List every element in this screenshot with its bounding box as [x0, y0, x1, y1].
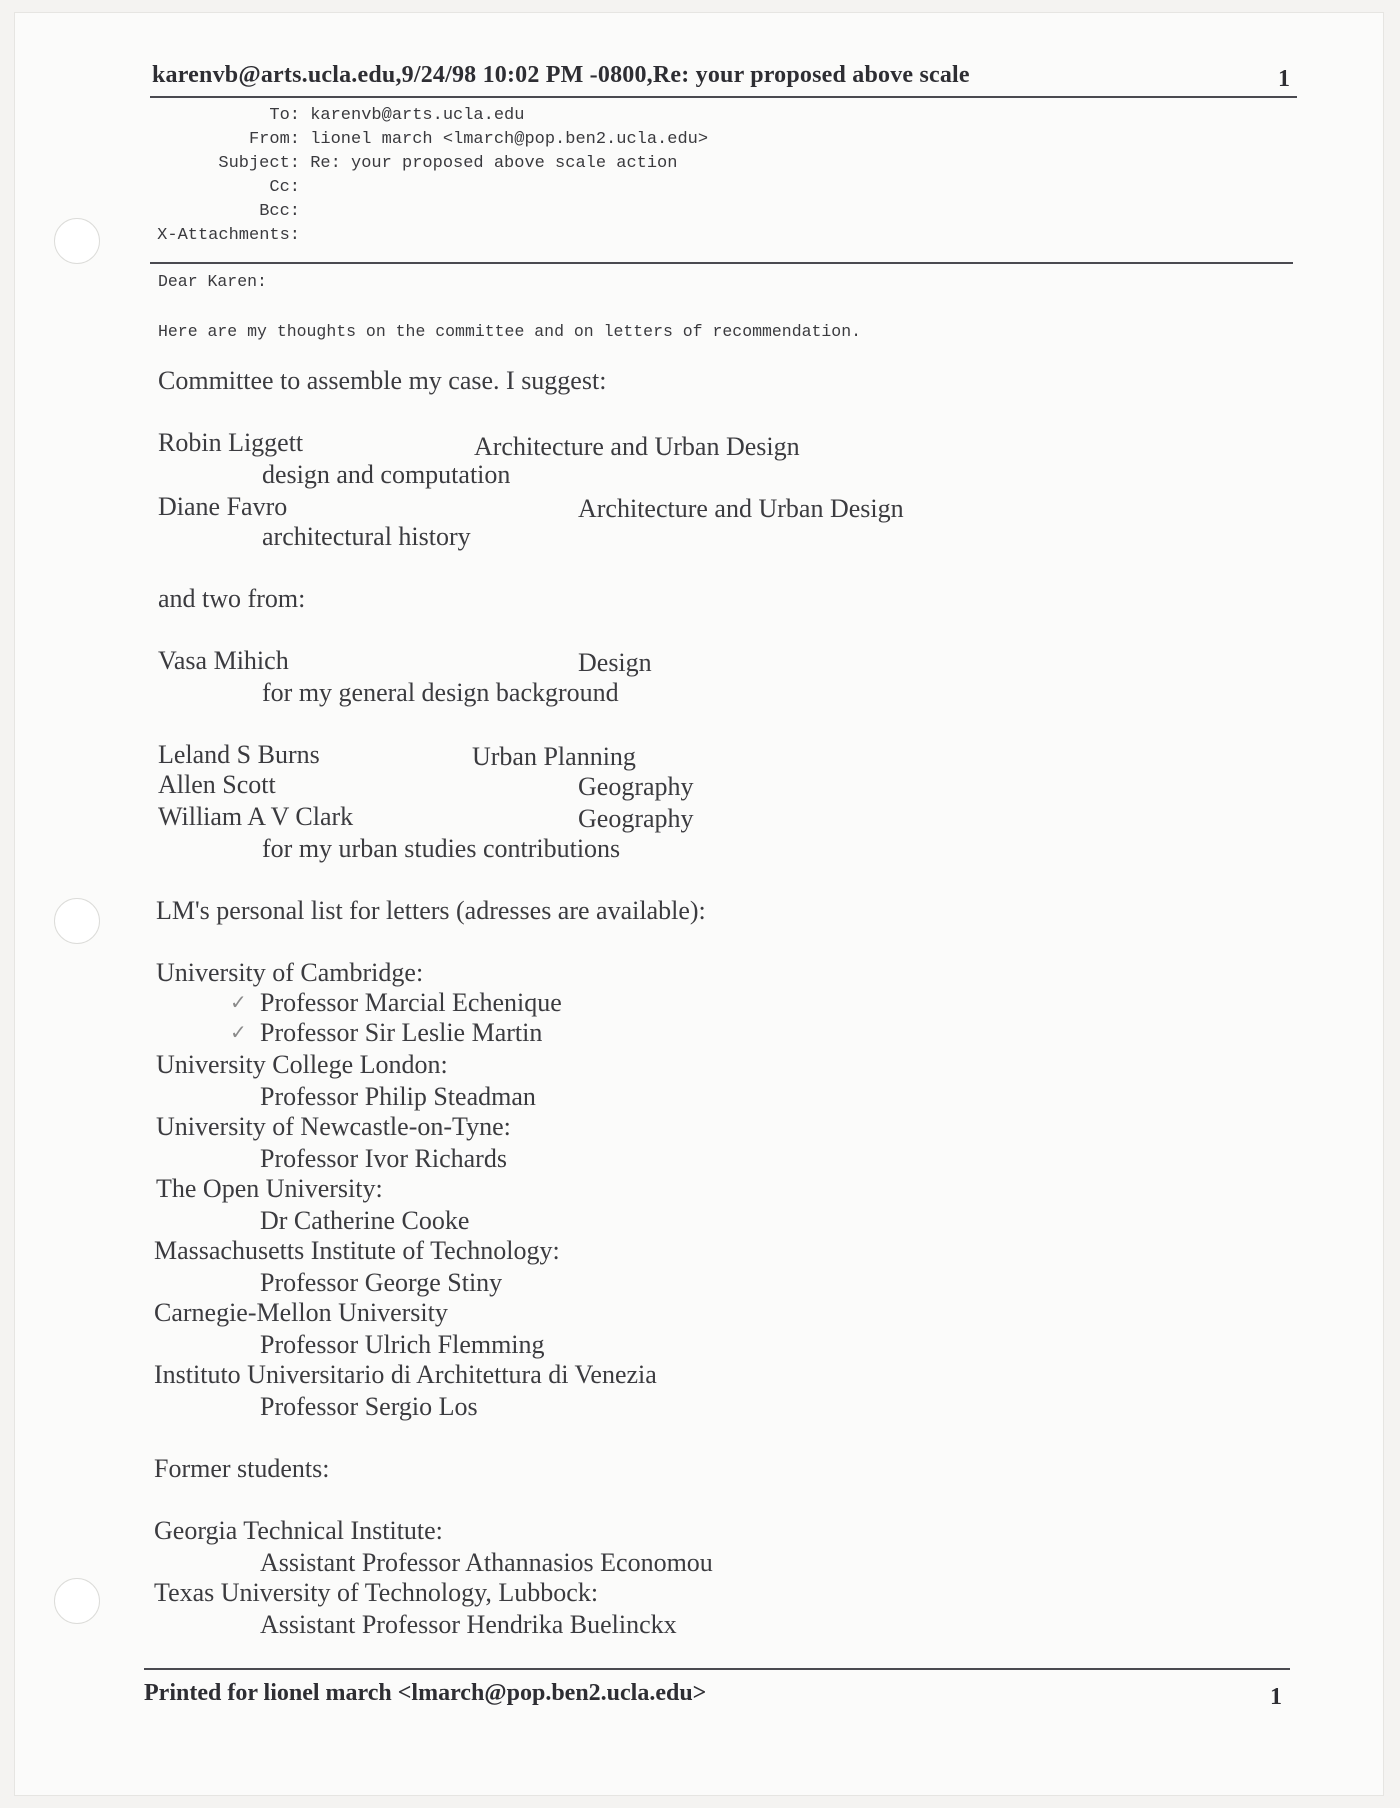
committee-member-dept: Architecture and Urban Design — [578, 494, 904, 523]
field-label: Subject: — [218, 154, 300, 173]
institution-name: Carnegie-Mellon University — [154, 1298, 448, 1327]
institution-name: Texas University of Technology, Lubbock: — [154, 1578, 599, 1607]
punch-hole — [54, 1578, 100, 1624]
committee-member-name: Leland S Burns — [158, 740, 320, 769]
institution-name: Georgia Technical Institute: — [154, 1516, 443, 1545]
field-label: To: — [269, 106, 300, 125]
field-label: From: — [248, 130, 300, 149]
recommender-name: Professor Ivor Richards — [260, 1144, 507, 1173]
field-label: Bcc: — [259, 202, 300, 221]
field-to — [150, 104, 708, 128]
committee-member-name: Vasa Mihich — [158, 646, 289, 675]
field-value: karenvb@arts.ucla.edu — [310, 106, 525, 125]
institution-name: Instituto Universitario di Architettura di Venezia — [154, 1360, 657, 1389]
check-mark-icon: ✓ — [230, 1020, 247, 1044]
field-label: X-Attachments: — [157, 226, 300, 245]
committee-heading: Committee to assemble my case. I suggest: — [158, 366, 607, 395]
committee-member-dept: Design — [578, 648, 652, 677]
committee-member-name: Diane Favro — [158, 492, 288, 521]
header-rule — [150, 96, 1297, 98]
field-value: Re: your proposed above scale action — [310, 154, 678, 173]
committee-member-name: Robin Liggett — [158, 428, 304, 457]
committee-member-name: William A V Clark — [158, 802, 354, 831]
fields-rule — [150, 262, 1293, 264]
committee-member-dept: Architecture and Urban Design — [474, 432, 800, 461]
recommender-name: Professor Ulrich Flemming — [260, 1330, 545, 1359]
committee-member-note: for my urban studies contributions — [262, 834, 621, 863]
committee-member-dept: Urban Planning — [472, 742, 636, 771]
field-subject — [150, 152, 708, 176]
email-fields — [150, 104, 708, 248]
institution-name: University of Newcastle-on-Tyne: — [156, 1112, 511, 1141]
institution-name: Massachusetts Institute of Technology: — [154, 1236, 560, 1265]
email-header-title: karenvb@arts.ucla.edu,9/24/98 10:02 PM -0800,Re: your proposed above scale — [152, 62, 970, 88]
footer-printed-for: Printed for lionel march <lmarch@pop.ben2.ucla.edu> — [144, 1680, 707, 1706]
field-from — [150, 128, 708, 152]
recommender-name: Assistant Professor Athannasios Economou — [260, 1548, 713, 1577]
recommender-name: Professor Sir Leslie Martin — [260, 1018, 543, 1047]
letters-heading: LM's personal list for letters (adresses are available): — [156, 896, 706, 925]
committee-member-name: Allen Scott — [158, 770, 276, 799]
intro-paragraph: Here are my thoughts on the committee and on letters of recommendation. — [158, 322, 862, 341]
recommender-name: Professor George Stiny — [260, 1268, 503, 1297]
footer-page-number: 1 — [1270, 1684, 1282, 1710]
punch-hole — [54, 218, 100, 264]
field-value: lionel march <lmarch@pop.ben2.ucla.edu> — [310, 130, 709, 149]
institution-name: University College London: — [156, 1050, 448, 1079]
footer-rule — [144, 1668, 1290, 1670]
recommender-name: Assistant Professor Hendrika Buelinckx — [260, 1610, 677, 1639]
committee-member-note: design and computation — [262, 460, 511, 489]
field-cc — [150, 176, 708, 200]
recommender-name: Professor Marcial Echenique — [260, 988, 562, 1017]
recommender-name: Dr Catherine Cooke — [260, 1206, 470, 1235]
field-bcc — [150, 200, 708, 224]
committee-member-note: architectural history — [262, 522, 471, 551]
field-x-attachments — [150, 224, 708, 248]
punch-hole — [54, 898, 100, 944]
two-from-label: and two from: — [158, 584, 306, 613]
page-number: 1 — [1278, 66, 1290, 92]
greeting: Dear Karen: — [158, 272, 267, 291]
committee-member-dept: Geography — [578, 772, 694, 801]
field-label: Cc: — [269, 178, 300, 197]
committee-member-dept: Geography — [578, 804, 694, 833]
recommender-name: Professor Sergio Los — [260, 1392, 478, 1421]
committee-member-note: for my general design background — [262, 678, 619, 707]
institution-name: The Open University: — [156, 1174, 383, 1203]
institution-name: University of Cambridge: — [156, 958, 424, 987]
former-students-heading: Former students: — [154, 1454, 330, 1483]
check-mark-icon: ✓ — [230, 990, 247, 1014]
recommender-name: Professor Philip Steadman — [260, 1082, 536, 1111]
